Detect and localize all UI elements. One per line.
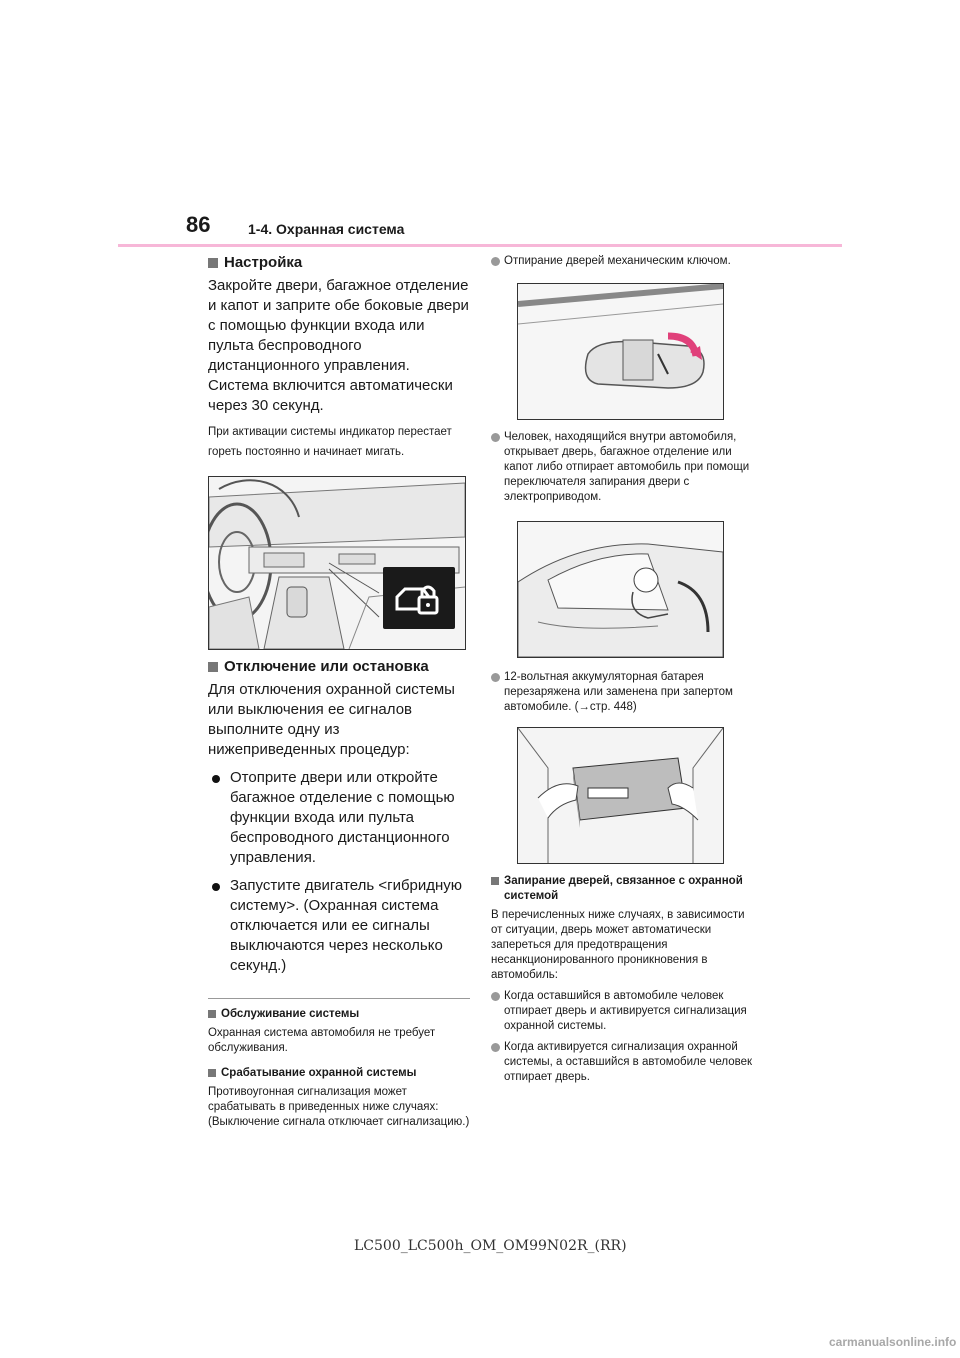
trigger-item-1 [491,254,756,269]
maintenance-heading [208,1007,470,1022]
disable-item-1-text: Отоприте двери или откройте багажное отделение с помощью функции входа или пульта беспроводного дистанционного управления. [230,769,455,866]
square-bullet-icon [208,258,218,268]
trigger-item-3 [491,670,756,715]
battery-illustration [517,727,724,864]
trigger-item-2-text: Человек, находящийся внутри автомобиля, открывает дверь, багажное отделение или капот либо отпирает автомобиль при помощи переключателя запирания двери с электроприводом. [504,431,750,503]
maintenance-heading-text: Обслуживание системы [221,1008,360,1020]
bullet-dot-icon [212,883,220,891]
door-lock-heading [491,874,756,904]
battery-drawing [518,728,723,863]
disable-heading [208,658,470,675]
disable-item-2-text: Запустите двигатель <гибридную систему>. (Охранная система отключается или ее сигналы выключаются через несколько секунд.) [230,877,463,974]
setup-note: При активации системы индикатор перестает гореть постоянно и начинает мигать. [208,426,452,458]
mechanical-key-illustration [517,283,724,420]
footer-code: LC500_LC500h_OM_OM99N02R_(RR) [354,1238,627,1254]
square-bullet-icon [208,1010,216,1018]
car-door-drawing [518,522,723,657]
bullet-dot-icon [212,775,220,783]
disable-item-2 [208,876,470,976]
page-number: 86 [186,212,211,237]
maintenance-text: Охранная система автомобиля не требует обслуживания. [208,1027,436,1054]
disable-item-1 [208,768,470,868]
trigger-item-3-text: 12-вольтная аккумуляторная батарея перезаряжена или заменена при запертом автомобиле. (→стр. 448) [504,671,733,713]
door-lock-text: В перечисленных ниже случаях, в зависимости от ситуации, дверь может автоматически запереться для предотвращения несанкционированного проникновения в автомобиль: [491,909,745,981]
bullet-dot-icon [491,673,500,682]
trigger-heading [208,1066,470,1081]
bullet-dot-icon [491,1043,500,1052]
square-bullet-icon [491,877,499,885]
door-lock-heading-text: Запирание дверей, связанное с охранной системой [504,875,743,902]
square-bullet-icon [208,662,218,672]
square-bullet-icon [208,1069,216,1077]
door-handle-drawing [518,284,723,419]
trigger-item-2 [491,430,756,505]
right-column [491,254,756,1085]
setup-heading [208,254,470,271]
left-column [208,254,470,1136]
dashboard-illustration [208,476,466,650]
door-lock-item-2-text: Когда активируется сигнализация охранной системы, а оставшийся в автомобиле человек отпирает дверь. [504,1041,752,1083]
section-divider [208,998,470,999]
disable-heading-text: Отключение или остановка [224,658,429,675]
bullet-dot-icon [491,257,500,266]
security-indicator-panel [383,567,455,629]
section-title: 1-4. Охранная система [248,221,405,237]
door-lock-item-1 [491,989,756,1034]
setup-heading-text: Настройка [224,254,303,271]
door-lock-item-2 [491,1040,756,1085]
person-inside-illustration [517,521,724,658]
disable-text: Для отключения охранной системы или выключения ее сигналов выполните одну из нижеприведенных процедур: [208,681,455,758]
trigger-item-1-text: Отпирание дверей механическим ключом. [504,255,731,267]
trigger-heading-text: Срабатывание охранной системы [221,1067,417,1079]
watermark-link[interactable]: carmanualsonline.info [829,1335,957,1349]
bullet-dot-icon [491,992,500,1001]
door-lock-item-1-text: Когда оставшийся в автомобиле человек отпирает дверь и активируется сигнализация охранной системы. [504,990,747,1032]
header-rule [118,244,842,247]
lock-car-icon [383,567,455,629]
bullet-dot-icon [491,433,500,442]
trigger-text: Противоугонная сигнализация может срабатывать в приведенных ниже случаях: (Выключение сигнала отключает сигнализацию.) [208,1086,470,1128]
setup-text: Закройте двери, багажное отделение и капот и заприте обе боковые двери с помощью функции входа или пульта беспроводного дистанционного управления. Система включится автоматически через 30 секунд. [208,277,469,414]
